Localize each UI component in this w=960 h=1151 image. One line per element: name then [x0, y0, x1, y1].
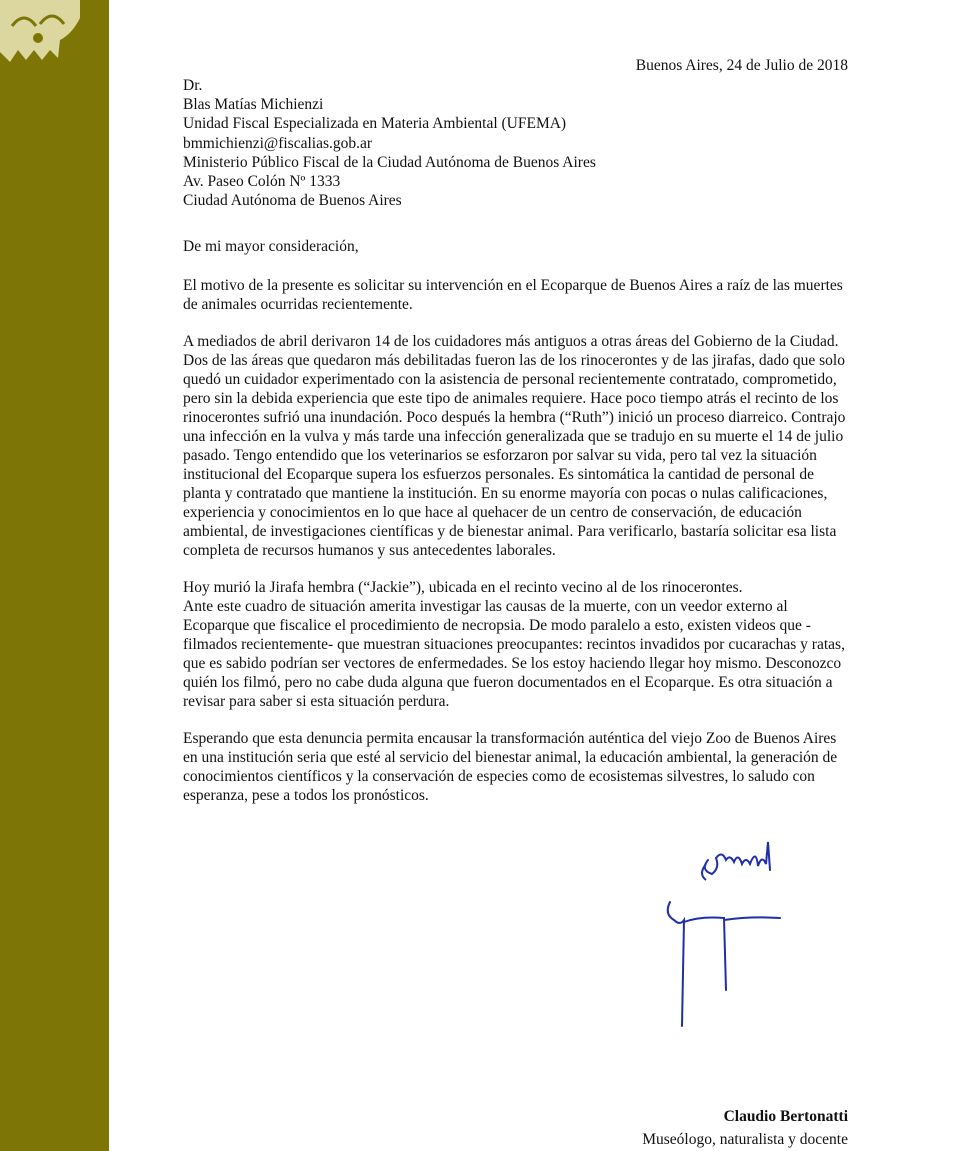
letter-body [183, 237, 853, 823]
emblem-icon [0, 0, 80, 72]
letter-date: Buenos Aires, 24 de Julio de 2018 [635, 57, 848, 74]
handwritten-signature [660, 830, 790, 1040]
signer-name: Claudio Bertonatti [723, 1108, 848, 1125]
recipient-name: Blas Matías Michienzi [183, 96, 324, 114]
signer-title: Museólogo, naturalista y docente [642, 1131, 848, 1148]
paragraph-jackie-line: Hoy murió la Jirafa hembra (“Jackie”), ubicada en el recinto vecino al de los rinocerontes. [183, 579, 743, 596]
paragraph-purpose: El motivo de la presente es solicitar su intervención en el Ecoparque de Buenos Aires a raíz de las muertes de animales ocurridas recientemente. [183, 277, 843, 313]
paragraph-closing: Esperando que esta denuncia permita encausar la transformación auténtica del viejo Zoo de Buenos Aires en una institución seria que esté al servicio del bienestar animal, la educación ambiental, la generación de conocimientos científicos y la conservación de especies como de ecosistemas silvestres, lo saludo con esperanza, pese a todos los pronósticos. [183, 730, 838, 804]
recipient-unit: Unidad Fiscal Especializada en Materia Ambiental (UFEMA) [183, 115, 567, 133]
recipient-city: Ciudad Autónoma de Buenos Aires [183, 192, 402, 210]
paragraph-investigation: Ante este cuadro de situación amerita investigar las causas de la muerte, con un veedor externo al Ecoparque que fiscalice el procedimiento de necropsia. De modo paralelo a esto, existen videos que -filmados recientemente- que muestran situaciones preocupantes: recintos invadidos por cucarachas y ratas, que es sabido podrían ser vectores de enfermedades. Se los estoy haciendo llegar hoy mismo. Desconozco quién los filmó, pero no cabe duda alguna que fueron documentados en el Ecoparque. Es otra situación a revisar para saber si esta situación perdura. [183, 598, 845, 710]
recipient-email: bmmichienzi@fiscalias.gob.ar [183, 134, 373, 152]
recipient-ministry: Ministerio Público Fiscal de la Ciudad Autónoma de Buenos Aires [183, 153, 596, 171]
recipient-title: Dr. [183, 77, 203, 94]
recipient-address: Av. Paseo Colón Nº 1333 [183, 173, 341, 191]
paragraph-background: A mediados de abril derivaron 14 de los cuidadores más antiguos a otras áreas del Gobierno de la Ciudad. Dos de las áreas que quedaron más debilitadas fueron las de los rinocerontes y de las jirafas, dado que solo quedó un cuidador experimentado con la asistencia de personal recientemente contratado, comprometido, pero sin la debida experiencia que este tipo de animales requiere. Hace poco tiempo atrás el recinto de los rinocerontes sufrió una inundación. Poco después la hembra (“Ruth”) inició un proceso diarreico. Contrajo una infección en la vulva y más tarde una infección generalizada que se tradujo en su muerte el 14 de julio pasado. Tengo entendido que los veterinarios se esforzaron por salvar su vida, pero tal vez la situación institucional del Ecoparque supera los esfuerzos personales. Es sintomática la cantidad de personal de planta y contratado que mantiene la institución. En su enorme mayoría con pocas o nulas calificaciones, experiencia y conocimientos en lo que hace al quehacer de un centro de conservación, de educación ambiental, de investigaciones científicas y de bienestar animal. Para verificarlo, bastaría solicitar esa lista completa de recursos humanos y sus antecedentes laborales. [183, 333, 846, 559]
salutation: De mi mayor consideración, [183, 238, 359, 255]
recipient-block [183, 76, 596, 210]
letterhead-sidebar [0, 0, 109, 1151]
